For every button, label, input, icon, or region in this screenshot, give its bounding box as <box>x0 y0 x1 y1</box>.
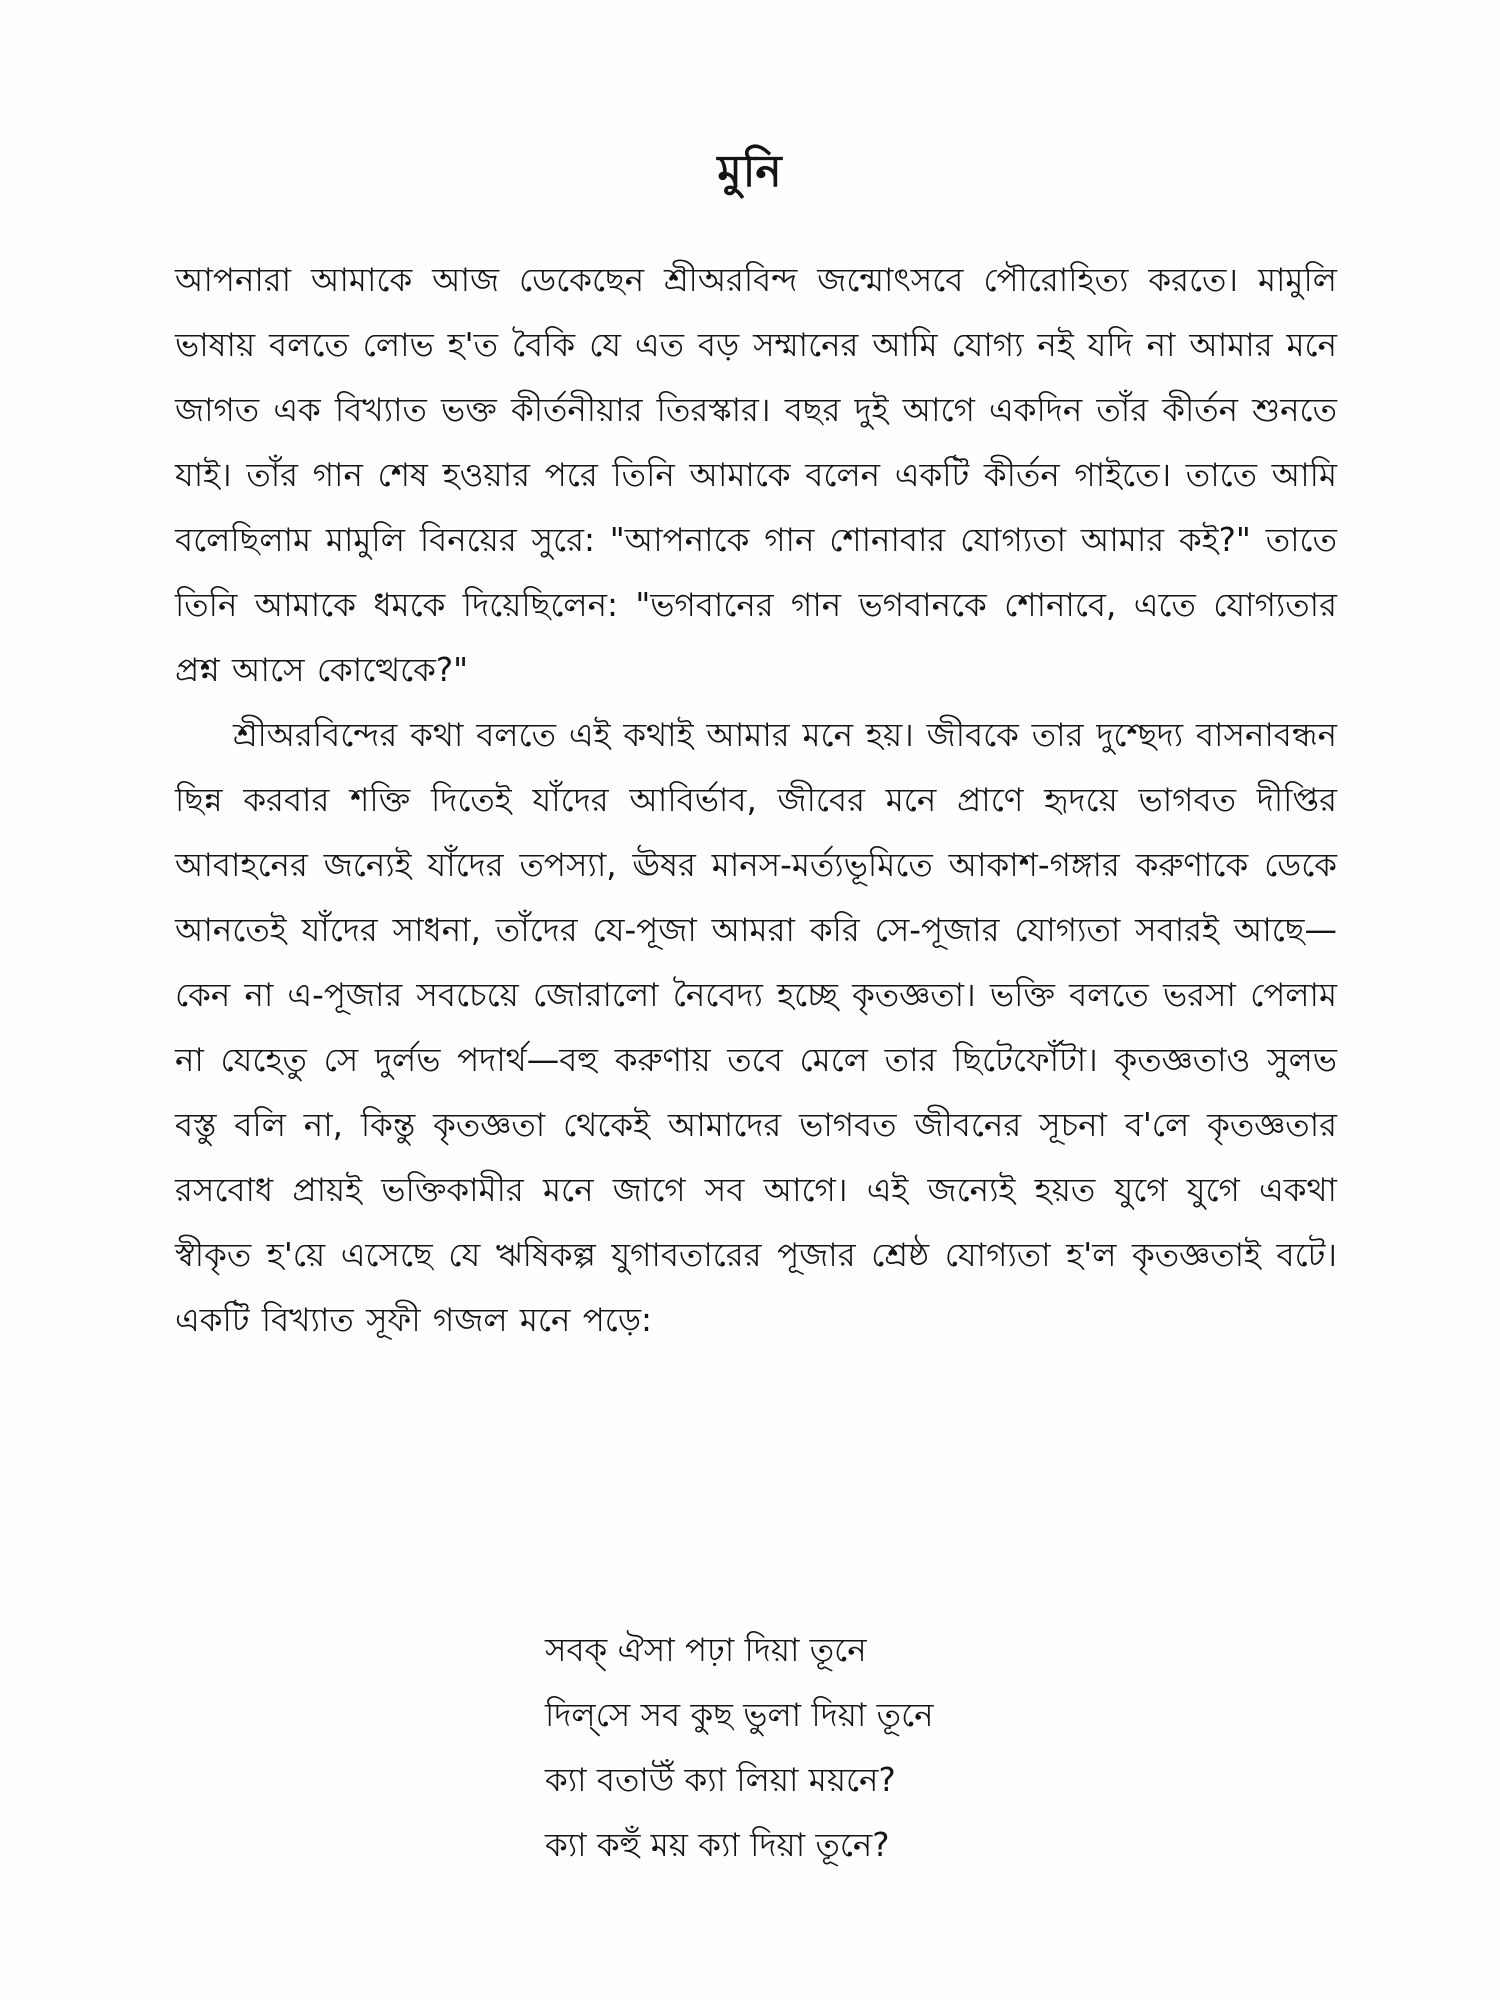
verse-line: দিল্‌সে সব কুছ ভুলা দিয়া তূনে <box>545 1696 934 1734</box>
ghazal-verse <box>545 1618 1245 1878</box>
verse-line: ক্যা কহুঁ ময় ক্যা দিয়া তূনে? <box>545 1826 890 1864</box>
verse-line: সবক্ ঐসা পঢ়া দিয়া তূনে <box>545 1631 867 1669</box>
body-text <box>175 248 1337 1353</box>
verse-line: ক্যা বতাউঁ ক্যা লিয়া ময়নে? <box>545 1761 896 1799</box>
chapter-title: মুনি <box>717 146 783 197</box>
paragraph: আপনারা আমাকে আজ ডেকেছেন শ্রীঅরবিন্দ জন্মোৎসবে পৌরোহিত্য করতে। মামুলি ভাষায় বলতে লোভ হ'ত বৈকি যে এত বড় সম্মানের আমি যোগ্য নই যদি না আমার মনে জাগত এক বিখ্যাত ভক্ত কীর্তনীয়ার তিরস্কার। বছর দুই আগে একদিন তাঁর কীর্তন শুনতে যাই। তাঁর গান শেষ হওয়ার পরে তিনি আমাকে বলেন একটি কীর্তন গাইতে। তাতে আমি বলেছিলাম মামুলি বিনয়ের সুরে: "আপনাকে গান শোনাবার যোগ্যতা আমার কই?" তাতে তিনি আমাকে ধমকে দিয়েছিলেন: "ভগবানের গান ভগবানকে শোনাবে, এতে যোগ্যতার প্রশ্ন আসে কোত্থেকে?" <box>175 261 1337 689</box>
paragraph: শ্রীঅরবিন্দের কথা বলতে এই কথাই আমার মনে হয়। জীবকে তার দুশ্ছেদ্য বাসনাবন্ধন ছিন্ন করবার শক্তি দিতেই যাঁদের আবির্ভাব, জীবের মনে প্রাণে হৃদয়ে ভাগবত দীপ্তির আবাহনের জন্যেই যাঁদের তপস্যা, ঊষর মানস-মর্ত্যভূমিতে আকাশ-গঙ্গার করুণাকে ডেকে আনতেই যাঁদের সাধনা, তাঁদের যে-পূজা আমরা করি সে-পূজার যোগ্যতা সবারই আছে—কেন না এ-পূজার সবচেয়ে জোরালো নৈবেদ্য হচ্ছে কৃতজ্ঞতা। ভক্তি বলতে ভরসা পেলাম না যেহেতু সে দুর্লভ পদার্থ—বহু করুণায় তবে মেলে তার ছিটেফোঁটা। কৃতজ্ঞতাও সুলভ বস্তু বলি না, কিন্তু কৃতজ্ঞতা থেকেই আমাদের ভাগবত জীবনের সূচনা ব'লে কৃতজ্ঞতার রসবোধ প্রায়ই ভক্তিকামীর মনে জাগে সব আগে। এই জন্যেই হয়ত যুগে যুগে একথা স্বীকৃত হ'য়ে এসেছে যে ঋষিকল্প যুগাবতারের পূজার শ্রেষ্ঠ যোগ্যতা হ'ল কৃতজ্ঞতাই বটে। একটি বিখ্যাত সূফী গজল মনে পড়ে: <box>175 716 1337 1339</box>
